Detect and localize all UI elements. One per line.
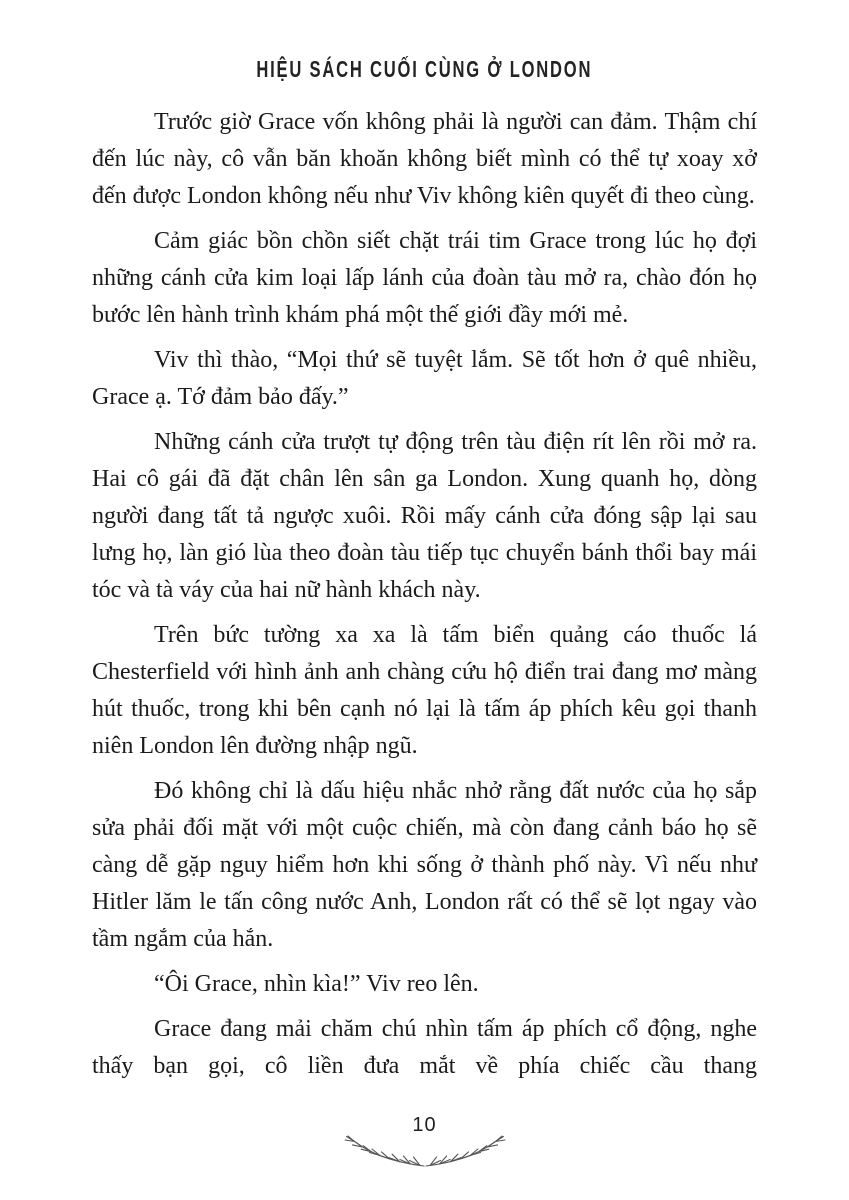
paragraph: Trên bức tường xa xa là tấm biển quảng cáo thuốc lá Chesterfield với hình ảnh anh chàng cứu hộ điển trai đang mơ màng hút thuốc, trong khi bên cạnh nó lại là tấm áp phích kêu gọi thanh niên London lên đường nhập ngũ. xyxy=(92,622,757,759)
paragraph: Cảm giác bồn chồn siết chặt trái tim Grace trong lúc họ đợi những cánh cửa kim loại lấp lánh của đoàn tàu mở ra, chào đón họ bước lên hành trình khám phá một thế giới đầy mới mẻ. xyxy=(92,228,757,328)
page-number: 10 xyxy=(412,1114,437,1136)
paragraph: Trước giờ Grace vốn không phải là người can đảm. Thậm chí đến lúc này, cô vẫn băn khoăn không biết mình có thể tự xoay xở đến được London không nếu như Viv không kiên quyết đi theo cùng. xyxy=(92,109,757,209)
running-header-title: HIỆU SÁCH CUỐI CÙNG Ở LONDON xyxy=(256,56,593,82)
page-footer xyxy=(0,1114,849,1174)
paragraph: Viv thì thào, “Mọi thứ sẽ tuyệt lắm. Sẽ tốt hơn ở quê nhiều, Grace ạ. Tớ đảm bảo đấy.” xyxy=(92,347,757,410)
paragraph: Những cánh cửa trượt tự động trên tàu điện rít lên rồi mở ra. Hai cô gái đã đặt chân lên sân ga London. Xung quanh họ, dòng người đang tất tả ngược xuôi. Rồi mấy cánh cửa đóng sập lại sau lưng họ, làn gió lùa theo đoàn tàu tiếp tục chuyển bánh thổi bay mái tóc và tà váy của hai nữ hành khách này. xyxy=(92,429,757,603)
paragraph: Đó không chỉ là dấu hiệu nhắc nhở rằng đất nước của họ sắp sửa phải đối mặt với một cuộc chiến, mà còn đang cảnh báo họ sẽ càng dễ gặp nguy hiểm hơn khi sống ở thành phố này. Vì nếu như Hitler lăm le tấn công nước Anh, London rất có thể sẽ lọt ngay vào tầm ngắm của hắn. xyxy=(92,778,757,952)
paragraph: “Ôi Grace, nhìn kìa!” Viv reo lên. xyxy=(154,971,479,997)
running-header xyxy=(92,0,757,83)
paragraph: Grace đang mải chăm chú nhìn tấm áp phích cổ động, nghe thấy bạn gọi, cô liền đưa mắt về phía chiếc cầu thang xyxy=(92,1016,757,1079)
page-body xyxy=(92,104,757,1085)
